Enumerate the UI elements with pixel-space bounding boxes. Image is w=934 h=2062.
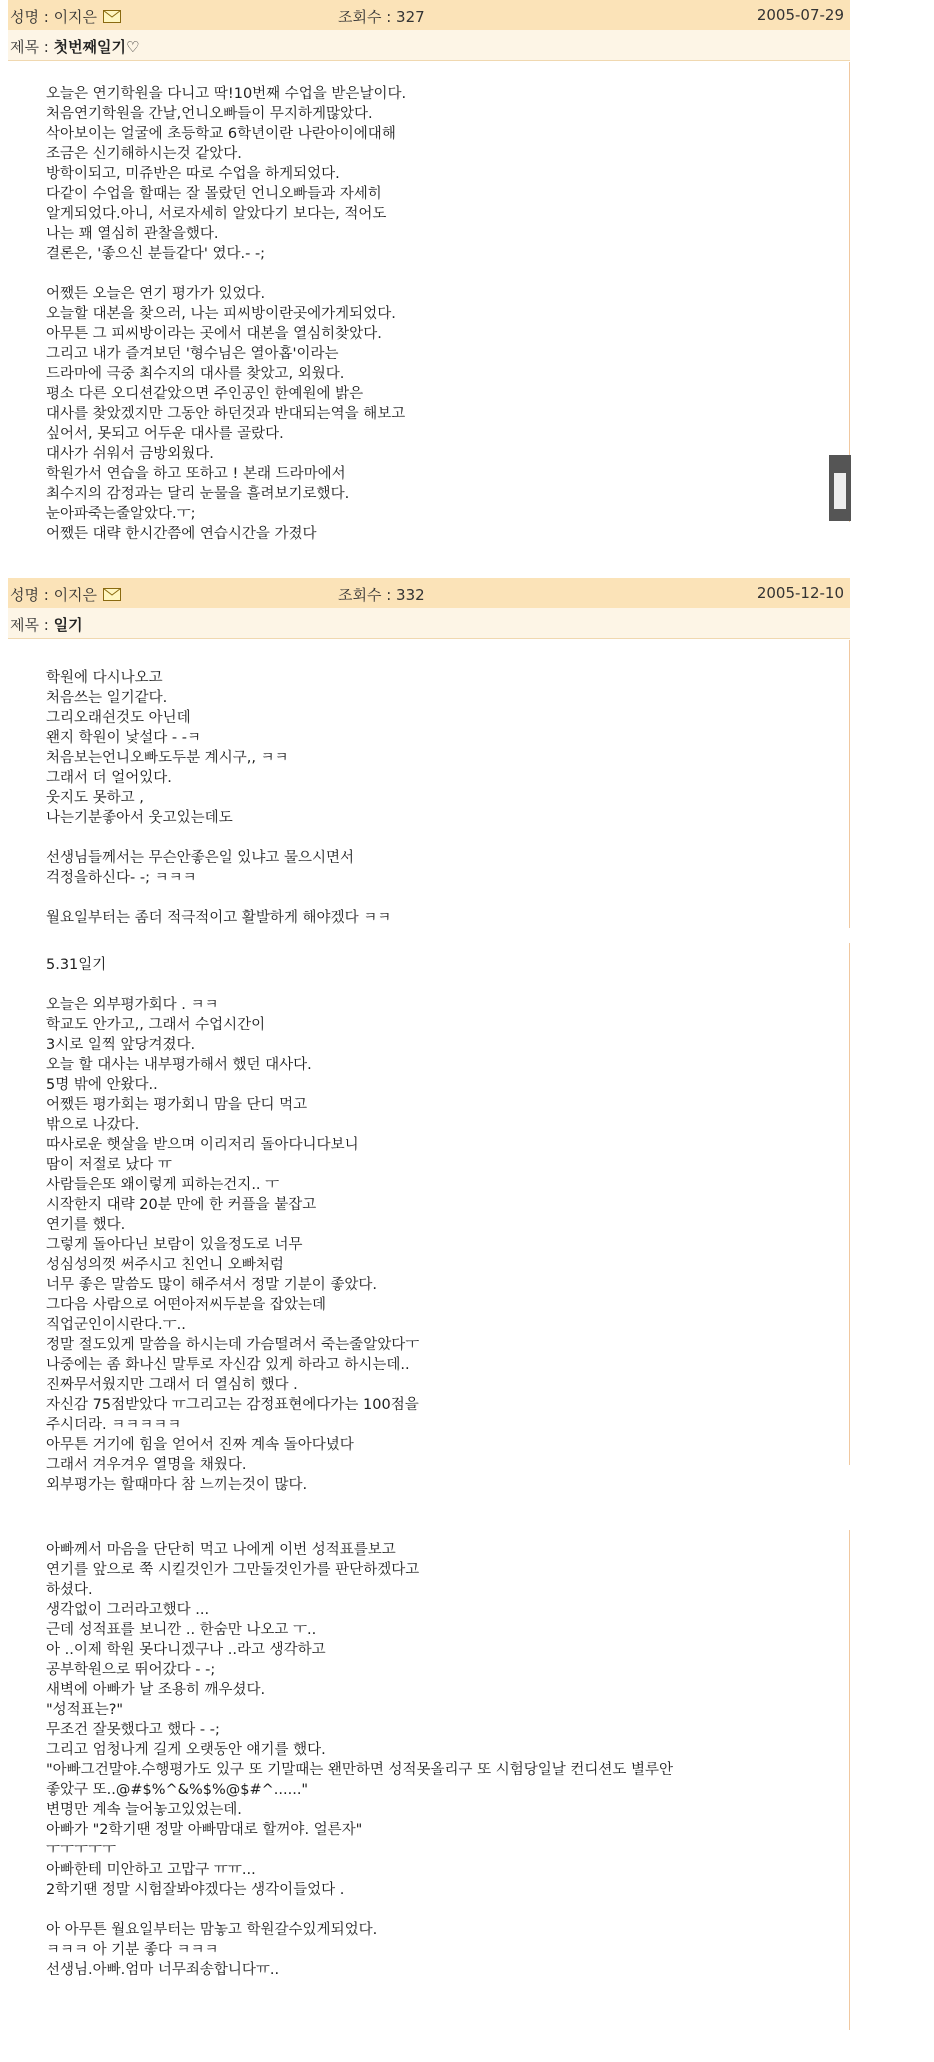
- text-line: 삭아보이는 얼굴에 초등학교 6학년이란 나란아이에대해: [46, 126, 396, 142]
- text-line: 땀이 저절로 났다 ㅠ: [46, 1157, 172, 1173]
- text-line: [46, 264, 406, 284]
- text-line: 나는기분좋아서 웃고있는데도: [46, 810, 233, 826]
- text-line: 최수지의 감정과는 달리 눈물을 흘려보기로했다.: [46, 486, 350, 502]
- text-line: [46, 1900, 673, 1920]
- text-line: 근데 성적표를 보니깐 .. 한숨만 나오고 ㅜ..: [46, 1622, 317, 1638]
- text-line: "성적표는?": [46, 1702, 124, 1718]
- text-line: 대사를 찾았겠지만 그동안 하던것과 반대되는역을 해보고: [46, 406, 406, 422]
- text-line: [46, 828, 391, 848]
- text-line: 무조건 잘못했다고 했다 - -;: [46, 1722, 220, 1738]
- subject-row: [8, 608, 850, 639]
- text-line: 3시로 일찍 앞당겨졌다.: [46, 1037, 196, 1053]
- post-body-part-1: [8, 640, 850, 928]
- text-line: 오늘 할 대사는 내부평가해서 했던 대사다.: [46, 1057, 312, 1073]
- text-line: 그리오래쉰것도 아닌데: [46, 710, 191, 726]
- text-line: 월요일부터는 좀더 적극적이고 활발하게 해야겠다 ㅋㅋ: [46, 910, 392, 926]
- text-line: 아 아무튼 월요일부터는 맘놓고 학원갈수있게되었다.: [46, 1922, 378, 1938]
- subject-prefix: 제목 :: [10, 38, 54, 56]
- text-line: 공부학원으로 뛰어갔다 - -;: [46, 1662, 216, 1678]
- subject-prefix: 제목 :: [10, 616, 54, 634]
- text-line: 학교도 안가고,, 그래서 수업시간이: [46, 1017, 266, 1033]
- post-1: [8, 0, 850, 542]
- text-line: 그리고 내가 즐겨보던 '형수님은 열아홉'이라는: [46, 346, 339, 362]
- text-line: 따사로운 햇살을 받으며 이리저리 돌아다니다보니: [46, 1137, 359, 1153]
- view-count: 조회수 : 332: [338, 586, 425, 604]
- text-line: 대사가 쉬워서 금방외웠다.: [46, 446, 214, 462]
- author-name: 성명 : 이지은: [10, 8, 98, 26]
- scrollbar-thumb[interactable]: [834, 473, 846, 509]
- text-line: 선생님들께서는 무슨안좋은일 있냐고 물으시면서: [46, 850, 354, 866]
- text-line: 주시더라. ㅋㅋㅋㅋㅋ: [46, 1417, 182, 1433]
- envelope-icon[interactable]: [103, 587, 121, 605]
- envelope-icon[interactable]: [103, 9, 121, 27]
- author-name: 성명 : 이지은: [10, 586, 98, 604]
- text-line: 아빠께서 마음을 단단히 먹고 나에게 이번 성적표를보고: [46, 1542, 396, 1558]
- text-line: 사람들은또 왜이렇게 피하는건지.. ㅜ: [46, 1177, 280, 1193]
- post-body-part-2: [8, 943, 850, 1493]
- text-line: 나중에는 좀 화나신 말투로 자신감 있게 하라고 하시는데..: [46, 1357, 410, 1373]
- text-line: 그다음 사람으로 어떤아저씨두분을 잡았는데: [46, 1297, 326, 1313]
- text-line: 왠지 학원이 낯설다 - -ㅋ: [46, 730, 201, 746]
- text-line: 학원에 다시나오고: [46, 670, 163, 686]
- text-line: ㅋㅋㅋ 아 기분 좋다 ㅋㅋㅋ: [46, 1942, 219, 1958]
- text-line: 어쨌든 오늘은 연기 평가가 있었다.: [46, 286, 266, 302]
- text-line: 어쨌든 대략 한시간쯤에 연습시간을 가졌다: [46, 526, 317, 542]
- text-line: 정말 절도있게 말씀을 하시는데 가슴떨려서 죽는줄알았다ㅜ: [46, 1337, 420, 1353]
- text-line: 아무튼 그 피씨방이라는 곳에서 대본을 열심히찾았다.: [46, 326, 382, 342]
- text-line: 시작한지 대략 20분 만에 한 커플을 붙잡고: [46, 1197, 317, 1213]
- text-line: 처음쓰는 일기같다.: [46, 690, 168, 706]
- text-line: 2학기땐 정말 시험잘봐야겠다는 생각이들었다 .: [46, 1882, 345, 1898]
- text-line: 새벽에 아빠가 날 조용히 깨우셨다.: [46, 1682, 266, 1698]
- text-line: 그래서 겨우겨우 열명을 채웠다.: [46, 1457, 247, 1473]
- text-line: 5.31일기: [46, 957, 107, 973]
- text-line: 조금은 신기해하시는것 같았다.: [46, 146, 242, 162]
- text-line: 밖으로 나갔다.: [46, 1117, 140, 1133]
- text-line: 선생님.아빠.엄마 너무죄송합니다ㅠ..: [46, 1962, 280, 1978]
- text-line: 그렇게 돌아다닌 보람이 있을정도로 너무: [46, 1237, 303, 1253]
- text-line: 처음연기학원을 간날,언니오빠들이 무지하게많았다.: [46, 106, 373, 122]
- text-line: ㅜㅜㅜㅜㅜ: [46, 1842, 117, 1858]
- text-line: 다같이 수업을 할때는 잘 몰랐던 언니오빠들과 자세히: [46, 186, 382, 202]
- post-text: [46, 1540, 673, 1980]
- text-line: 오늘은 연기학원을 다니고 딱!10번째 수업을 받은날이다.: [46, 86, 407, 102]
- text-line: [46, 975, 419, 995]
- text-line: 좋았구 또..@#$%^&%$%@$#^......": [46, 1782, 309, 1798]
- post-date: 2005-12-10: [756, 584, 844, 602]
- text-line: 변명만 계속 늘어놓고있었는데.: [46, 1802, 242, 1818]
- post-date: 2005-07-29: [756, 6, 844, 24]
- text-line: 연기를 했다.: [46, 1217, 126, 1233]
- text-line: 연기를 앞으로 쭉 시킬것인가 그만둘것인가를 판단하겠다고: [46, 1562, 420, 1578]
- text-line: 방학이되고, 미쥬반은 따로 수업을 하게되었다.: [46, 166, 340, 182]
- post-text: [46, 84, 406, 544]
- text-line: 어쨌든 평가회는 평가회니 맘을 단디 먹고: [46, 1097, 308, 1113]
- text-line: 그리고 엄청나게 길게 오랫동안 얘기를 했다.: [46, 1742, 326, 1758]
- text-line: 아빠한테 미안하고 고맙구 ㅠㅠ...: [46, 1862, 256, 1878]
- post-title: 일기: [53, 616, 83, 634]
- subject-label: [10, 614, 83, 635]
- post-title: 첫번째일기♡: [53, 38, 140, 56]
- text-line: 결론은, '좋으신 분들같다' 였다.- -;: [46, 246, 266, 262]
- text-line: 나는 꽤 열심히 관찰을했다.: [46, 226, 219, 242]
- text-line: 성심성의껏 써주시고 친언니 오빠처럼: [46, 1257, 284, 1273]
- text-line: 아 ..이제 학원 못다니겠구나 ..라고 생각하고: [46, 1642, 326, 1658]
- text-line: 걱정을하신다- -; ㅋㅋㅋ: [46, 870, 197, 886]
- scrollbar[interactable]: [829, 455, 851, 521]
- subject-row: [8, 30, 850, 61]
- text-line: 외부평가는 할때마다 참 느끼는것이 많다.: [46, 1477, 308, 1493]
- text-line: 생각없이 그러라고했다 ...: [46, 1602, 210, 1618]
- text-line: 눈아파죽는줄알았다.ㅜ;: [46, 506, 196, 522]
- text-line: 처음보는언니오빠도두분 계시구,, ㅋㅋ: [46, 750, 289, 766]
- text-line: 진짜무서웠지만 그래서 더 열심히 했다 .: [46, 1377, 298, 1393]
- text-line: 너무 좋은 말씀도 많이 해주셔서 정말 기분이 좋았다.: [46, 1277, 378, 1293]
- text-line: 오늘은 외부평가회다 . ㅋㅋ: [46, 997, 219, 1013]
- author: [10, 6, 121, 27]
- text-line: 싶어서, 못되고 어두운 대사를 골랐다.: [46, 426, 284, 442]
- post-header: [8, 578, 850, 608]
- text-line: 드라마에 극중 최수지의 대사를 찾았고, 외웠다.: [46, 366, 345, 382]
- view-count: 조회수 : 327: [338, 8, 425, 26]
- post-2: [8, 578, 850, 1978]
- text-line: 직업군인이시란다.ㅜ..: [46, 1317, 186, 1333]
- text-line: 학원가서 연습을 하고 또하고 ! 본래 드라마에서: [46, 466, 346, 482]
- text-line: 5명 밖에 안왔다..: [46, 1077, 158, 1093]
- author: [10, 584, 121, 605]
- post-text: [46, 955, 419, 1495]
- text-line: 웃지도 못하고 ,: [46, 790, 144, 806]
- text-line: 아빠가 "2학기땐 정말 아빠맘대로 할꺼야. 얼른자": [46, 1822, 363, 1838]
- text-line: 그래서 더 얼어있다.: [46, 770, 172, 786]
- text-line: "아빠그건말야.수행평가도 있구 또 기말때는 왠만하면 성적못올리구 또 시험당일날 컨디션도 별루안: [46, 1762, 674, 1778]
- text-line: 알게되었다.아니, 서로자세히 알았다기 보다는, 적어도: [46, 206, 387, 222]
- text-line: 오늘할 대본을 찾으러, 나는 피씨방이란곳에가게되었다.: [46, 306, 396, 322]
- subject-label: [10, 36, 139, 57]
- post-body-part-3: [8, 1530, 850, 2030]
- text-line: 하셨다.: [46, 1582, 93, 1598]
- post-header: [8, 0, 850, 30]
- text-line: 자신감 75점받았다 ㅠ그리고는 감정표현에다가는 100점을: [46, 1397, 419, 1413]
- post-text: [46, 668, 391, 928]
- post-body: [8, 62, 850, 542]
- text-line: 평소 다른 오디션같았으면 주인공인 한예원에 밝은: [46, 386, 364, 402]
- text-line: [46, 888, 391, 908]
- text-line: 아무튼 거기에 힘을 얻어서 진짜 계속 돌아다녔다: [46, 1437, 354, 1453]
